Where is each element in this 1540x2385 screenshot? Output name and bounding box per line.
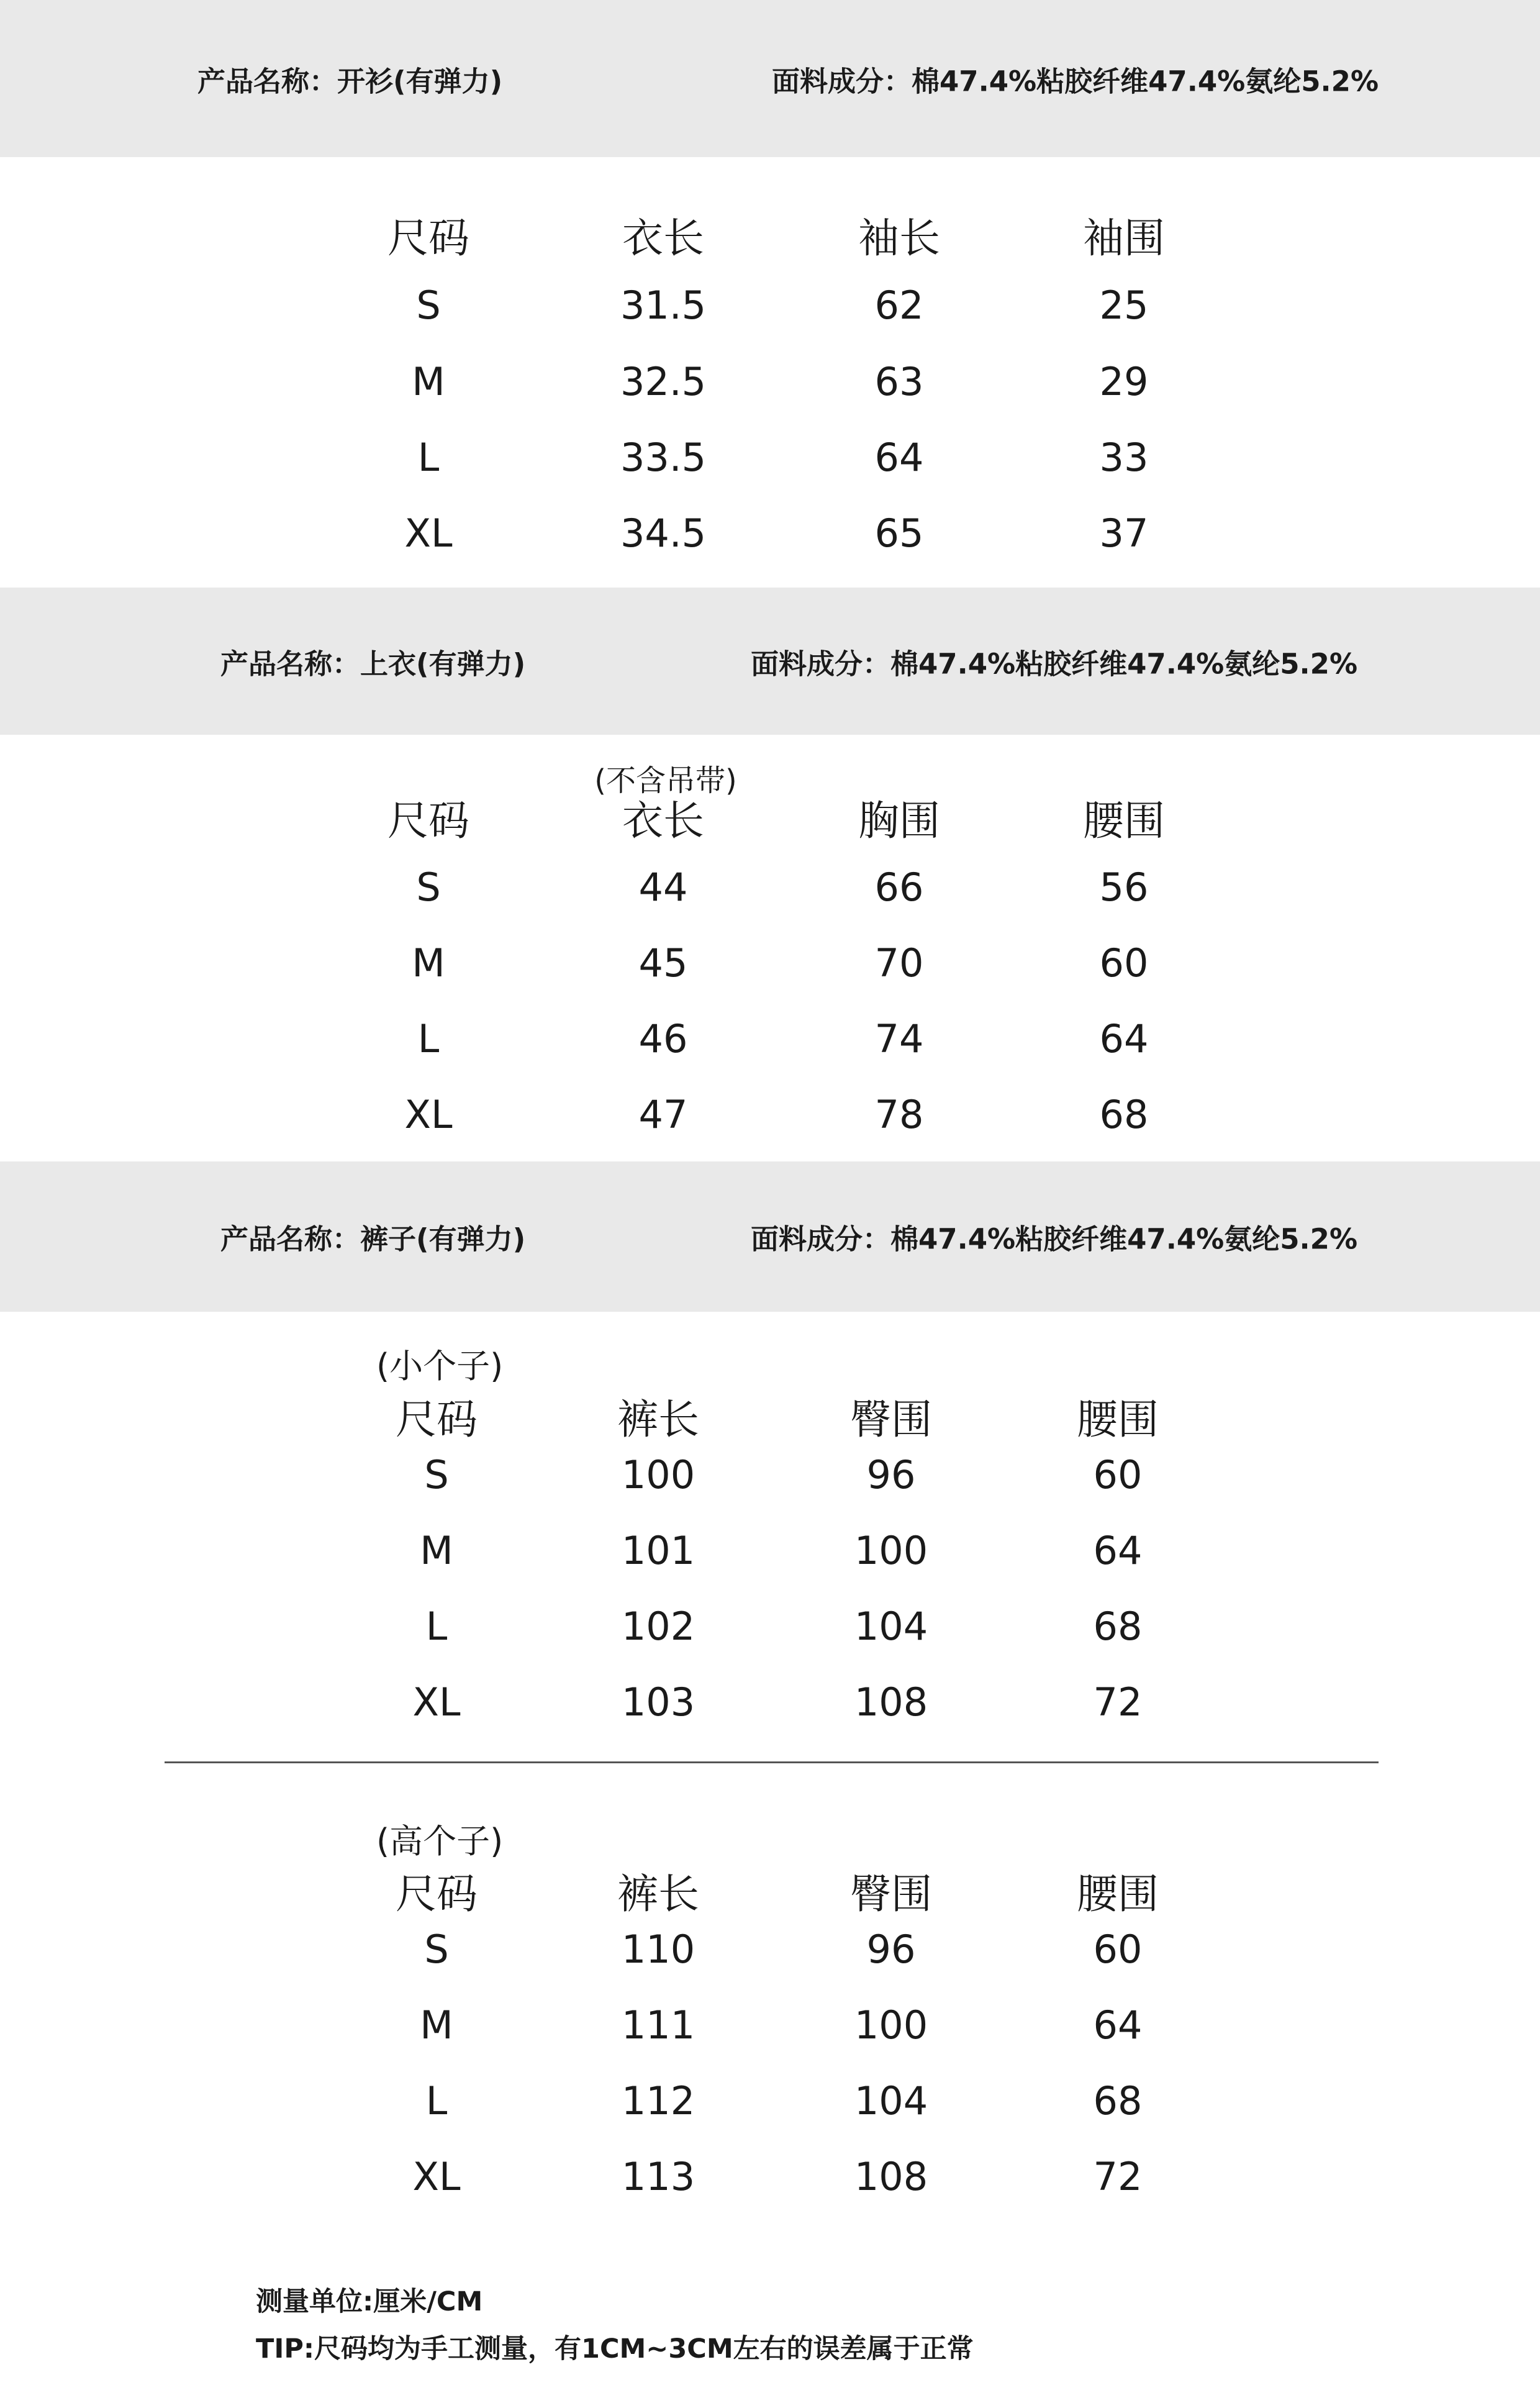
measurement-cell: 65: [874, 511, 924, 556]
column-header: 衣长: [622, 214, 704, 262]
column-header: 袖长: [858, 214, 940, 262]
measurement-cell: 108: [854, 1679, 928, 1725]
measurement-cell: 60: [1093, 1927, 1143, 1972]
measurement-cell: 64: [1093, 2002, 1143, 2048]
measurement-cell: 62: [874, 283, 924, 328]
section-2-header-band: [0, 588, 1540, 735]
column-header: 袖围: [1083, 214, 1165, 262]
measurement-cell: 64: [1093, 1528, 1143, 1573]
measurement-cell: 66: [874, 865, 924, 910]
column-header: 裤长: [617, 1396, 699, 1443]
measurement-cell: 100: [854, 1528, 928, 1573]
size-cell: L: [417, 435, 440, 480]
measurement-cell: 100: [854, 2002, 928, 2048]
size-cell: M: [420, 2002, 453, 2048]
section-1-name-label: 产品名称：开衫(有弹力): [197, 65, 503, 98]
column-header: 裤长: [617, 1870, 699, 1918]
measurement-cell: 33.5: [620, 435, 707, 480]
measurement-cell: 112: [621, 2078, 695, 2124]
column-header: 腰围: [1083, 797, 1165, 845]
pants-group-label-tall: (高个子): [376, 1822, 504, 1861]
column-header: 腰围: [1077, 1396, 1159, 1443]
measurement-cell: 72: [1093, 2154, 1143, 2199]
section-3-name-label: 产品名称：裤子(有弹力): [220, 1222, 526, 1256]
measurement-cell: 104: [854, 2078, 928, 2124]
size-cell: S: [424, 1452, 449, 1497]
measurement-cell: 103: [621, 1679, 695, 1725]
size-cell: M: [420, 1528, 453, 1573]
section-1-header-band: [0, 0, 1540, 157]
measurement-cell: 111: [621, 2002, 695, 2048]
measurement-cell: 46: [638, 1016, 688, 1061]
size-cell: M: [412, 940, 445, 986]
measurement-cell: 47: [638, 1092, 688, 1137]
measurement-cell: 72: [1093, 1679, 1143, 1725]
measurement-cell: 60: [1093, 1452, 1143, 1497]
section-3-header-band: [0, 1161, 1540, 1312]
column-header: 臀围: [850, 1870, 932, 1918]
measurement-cell: 74: [874, 1016, 924, 1061]
size-cell: XL: [404, 1092, 453, 1137]
measurement-cell: 63: [874, 359, 924, 404]
measurement-cell: 33: [1099, 435, 1149, 480]
measurement-cell: 29: [1099, 359, 1149, 404]
size-cell: L: [417, 1016, 440, 1061]
size-cell: XL: [412, 2154, 461, 2199]
section-2-name-label: 产品名称：上衣(有弹力): [220, 647, 526, 680]
column-header: 臀围: [850, 1396, 932, 1443]
size-cell: L: [425, 1604, 448, 1649]
size-cell: S: [416, 283, 441, 328]
measurement-cell: 113: [621, 2154, 695, 2199]
measurement-cell: 101: [621, 1528, 695, 1573]
measurement-cell: 31.5: [620, 283, 707, 328]
column-header: 尺码: [396, 1870, 478, 1918]
section-2-header-note: (不含吊带): [594, 763, 737, 798]
measurement-cell: 68: [1093, 1604, 1143, 1649]
section-1-fabric-label: 面料成分：棉47.4%粘胶纤维47.4%氨纶5.2%: [772, 65, 1379, 98]
measurement-cell: 102: [621, 1604, 695, 1649]
measurement-cell: 64: [1099, 1016, 1149, 1061]
measurement-cell: 68: [1093, 2078, 1143, 2124]
size-cell: S: [416, 865, 441, 910]
column-header: 尺码: [387, 214, 469, 262]
size-cell: M: [412, 359, 445, 404]
column-header: 胸围: [858, 797, 940, 845]
measurement-cell: 96: [866, 1927, 916, 1972]
size-cell: L: [425, 2078, 448, 2124]
measurement-tip: TIP:尺码均为手工测量，有1CM~3CM左右的误差属于正常: [256, 2333, 974, 2365]
size-cell: XL: [412, 1679, 461, 1725]
measurement-cell: 60: [1099, 940, 1149, 986]
measurement-cell: 32.5: [620, 359, 707, 404]
measurement-cell: 34.5: [620, 511, 707, 556]
column-header: 衣长: [622, 797, 704, 845]
table-divider: [165, 1761, 1379, 1763]
measurement-cell: 44: [638, 865, 688, 910]
size-cell: S: [424, 1927, 449, 1972]
measurement-cell: 104: [854, 1604, 928, 1649]
section-3-fabric-label: 面料成分：棉47.4%粘胶纤维47.4%氨纶5.2%: [751, 1222, 1358, 1256]
measurement-cell: 64: [874, 435, 924, 480]
measurement-cell: 68: [1099, 1092, 1149, 1137]
measurement-cell: 70: [874, 940, 924, 986]
measurement-cell: 96: [866, 1452, 916, 1497]
column-header: 尺码: [387, 797, 469, 845]
measurement-cell: 37: [1099, 511, 1149, 556]
unit-note: 测量单位:厘米/CM: [256, 2286, 483, 2317]
pants-group-label-petite: (小个子): [376, 1347, 504, 1386]
measurement-cell: 110: [621, 1927, 695, 1972]
size-cell: XL: [404, 511, 453, 556]
measurement-cell: 56: [1099, 865, 1149, 910]
measurement-cell: 25: [1099, 283, 1149, 328]
column-header: 尺码: [396, 1396, 478, 1443]
measurement-cell: 100: [621, 1452, 695, 1497]
section-2-fabric-label: 面料成分：棉47.4%粘胶纤维47.4%氨纶5.2%: [751, 647, 1358, 680]
measurement-cell: 78: [874, 1092, 924, 1137]
measurement-cell: 108: [854, 2154, 928, 2199]
measurement-cell: 45: [638, 940, 688, 986]
column-header: 腰围: [1077, 1870, 1159, 1918]
